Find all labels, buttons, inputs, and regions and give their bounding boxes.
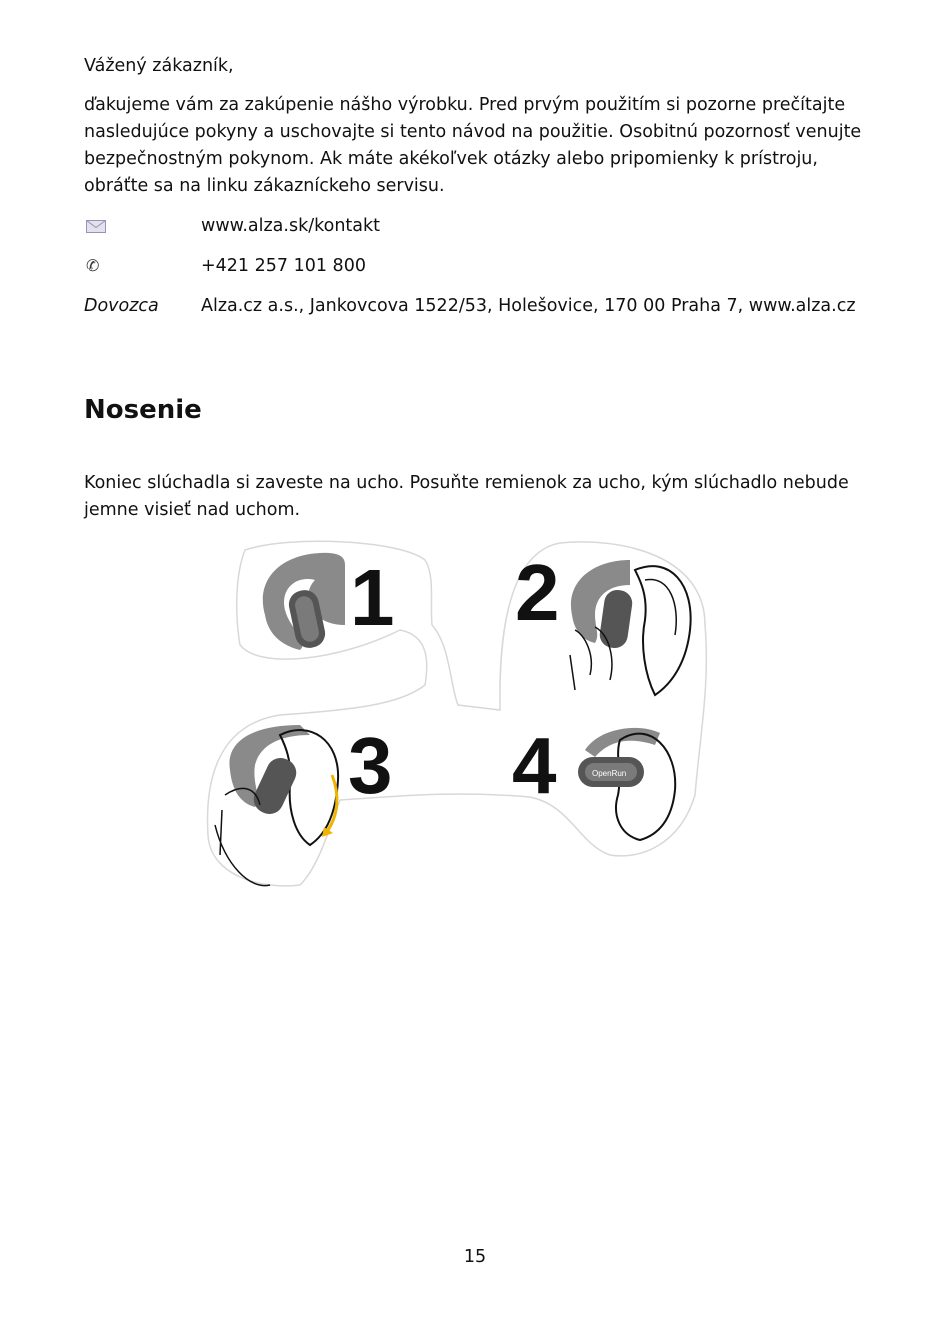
illustration-brand: OpenRun xyxy=(592,769,627,778)
contact-web-row xyxy=(84,213,884,239)
step-2-number: 2 xyxy=(515,548,560,637)
page-number: 15 xyxy=(463,1247,487,1267)
step-3-number: 3 xyxy=(348,721,393,810)
section-title: Nosenie xyxy=(84,395,202,425)
contact-phone-row xyxy=(84,253,884,279)
contact-web-link[interactable]: www.alza.sk/kontakt xyxy=(201,216,380,236)
wearing-steps-illustration xyxy=(200,535,730,895)
intro-paragraph: ďakujeme vám za zakúpenie nášho výrobku. Pred prvým použitím si pozorne prečítajte nasledujúce pokyny a uschovajte si tento návod na použitie. Osobitnú pozornosť venujte bezpečnostným pokynom. Ak máte akékoľvek otázky alebo pripomienky k prístroju, obráťte sa na linku zákazníckeho servisu. xyxy=(84,95,862,196)
importer-address: Alza.cz a.s., Jankovcova 1522/53, Holešovice, 170 00 Praha 7, www.alza.cz xyxy=(201,296,856,316)
importer-label: Dovozca xyxy=(84,296,159,316)
importer-row xyxy=(84,293,884,319)
contact-phone-number: +421 257 101 800 xyxy=(201,256,366,276)
greeting: Vážený zákazník, xyxy=(84,56,234,76)
wearing-instruction: Koniec slúchadla si zaveste na ucho. Posuňte remienok za ucho, kým slúchadlo nebude jemne visieť nad uchom. xyxy=(84,473,849,520)
phone-icon: ✆ xyxy=(86,256,100,275)
step-1-number: 1 xyxy=(350,553,395,642)
step-4-number: 4 xyxy=(512,721,557,810)
